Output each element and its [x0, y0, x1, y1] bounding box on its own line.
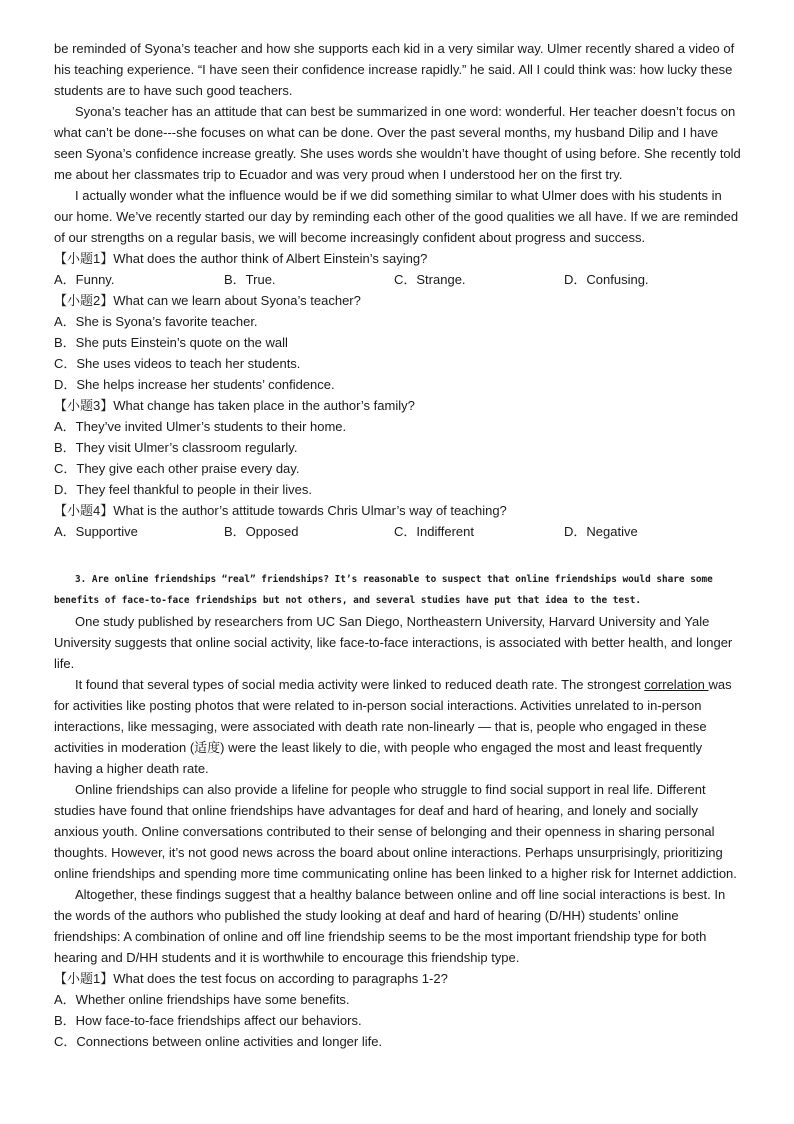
- question-3-option-c: C．They give each other praise every day.: [54, 461, 300, 476]
- question-2-option-d: D．She helps increase her students’ confidence.: [54, 377, 335, 392]
- question-1-options: [54, 269, 744, 290]
- question-3-option-d: D．They feel thankful to people in their lives.: [54, 482, 312, 497]
- passage3-paragraph-3: Online friendships can also provide a lifeline for people who struggle to find social support in real life. Different studies have found that online friendships have advantages for deaf and hard of hearing, and lonely and socially anxious youth. Online conversations contributed to their sense of belonging and their openness in sharing personal thoughts. However, it’s not good news across the board about online interactions. Perhaps unsurprisingly, prioritizing online friendships and spending more time communicating online has been linked to a higher risk for Internet addiction.: [54, 782, 737, 881]
- question-4-option-a: A．Supportive: [54, 524, 138, 539]
- question-1-option-d: D．Confusing.: [564, 272, 649, 287]
- question-1-stem: 【小题1】What does the author think of Albert Einstein’s saying?: [54, 251, 428, 266]
- question-1-option-a: A．Funny.: [54, 272, 115, 287]
- question-3-option-b: B．They visit Ulmer’s classroom regularly.: [54, 440, 298, 455]
- passage2-paragraph-3: I actually wonder what the influence would be if we did something similar to what Ulmer does with his students in our home. We’ve recently started our day by reminding each other of the good qualities we all have. If we are reminded of our strengths on a regular basis, we will become increasingly confident about progress and success.: [54, 188, 739, 245]
- question-4-stem: 【小题4】What is the author’s attitude towards Chris Ulmar’s way of teaching?: [54, 503, 507, 518]
- underlined-word-correlation: correlation: [644, 677, 709, 692]
- question-3-stem: 【小题3】What change has taken place in the author’s family?: [54, 398, 415, 413]
- question-1-option-c: C．Strange.: [394, 272, 466, 287]
- passage3-question-1-option-b: B．How face-to-face friendships affect our behaviors.: [54, 1013, 362, 1028]
- document-page: [54, 38, 744, 1052]
- question-2-option-a: A．She is Syona’s favorite teacher.: [54, 314, 258, 329]
- passage3-intro: 3. Are online friendships “real” friendships? It’s reasonable to suspect that online friendships would share some benefits of face-to-face friendships but not others, and several studies have put that idea to the test.: [54, 574, 713, 606]
- section-spacer: [54, 542, 744, 569]
- question-2-stem: 【小题2】What can we learn about Syona’s teacher?: [54, 293, 361, 308]
- question-4-option-d: D．Negative: [564, 524, 638, 539]
- question-2-option-c: C．She uses videos to teach her students.: [54, 356, 301, 371]
- question-2-option-b: B．She puts Einstein’s quote on the wall: [54, 335, 288, 350]
- passage3-paragraph-2: [54, 674, 744, 779]
- passage3-paragraph-2-rest: was for activities like posting photos that were related to in-person social interactions. Activities unrelated to in-person interactions, like messaging, were associated with death rate non-linearly — that is, people who engaged in these activities in moderation (适度) were the least likely to die, with people who engaged the most and least frequently having a higher death rate.: [54, 677, 732, 776]
- passage3-question-1-stem: 【小题1】What does the test focus on according to paragraphs 1-2?: [54, 971, 448, 986]
- passage3-paragraph-1: One study published by researchers from UC San Diego, Northeastern University, Harvard University and Yale University suggests that online social activity, like face-to-face interactions, is associated with better health, and longer life.: [54, 614, 733, 671]
- passage3-paragraph-4: Altogether, these findings suggest that a healthy balance between online and off line social interactions is best. In the words of the authors who published the study looking at deaf and hard of hearing (D/HH) students’ online friendships: A combination of online and off line friendship seems to be the most important friendship type for both hearing and D/HH students and it is worthwhile to encourage this friendship type.: [54, 887, 726, 965]
- passage2-paragraph-2: Syona’s teacher has an attitude that can best be summarized in one word: wonderful. Her teacher doesn’t focus on what can’t be done---she focuses on what can be done. Over the past several months, my husband Dilip and I have seen Syona’s confidence increase greatly. She uses words she wouldn’t have thought of using before. She recently told me about her classmates trip to Ecuador and was very proud when I understood her on the first try.: [54, 104, 741, 182]
- question-4-option-c: C．Indifferent: [394, 524, 474, 539]
- passage3-question-1-option-c: C．Connections between online activities and longer life.: [54, 1034, 383, 1049]
- passage2-paragraph-1: be reminded of Syona’s teacher and how she supports each kid in a very similar way. Ulmer recently shared a video of his teaching experience. “I have seen their confidence increase rapidly.” he said. All I could think was: how lucky these students are to have such good teachers.: [54, 41, 735, 98]
- passage3-question-1-option-a: A．Whether online friendships have some benefits.: [54, 992, 350, 1007]
- question-4-options: [54, 521, 744, 542]
- question-3-option-a: A．They’ve invited Ulmer’s students to their home.: [54, 419, 347, 434]
- question-4-option-b: B．Opposed: [224, 524, 299, 539]
- passage3-paragraph-2-start: It found that several types of social media activity were linked to reduced death rate. The strongest: [75, 677, 645, 692]
- question-1-option-b: B．True.: [224, 272, 276, 287]
